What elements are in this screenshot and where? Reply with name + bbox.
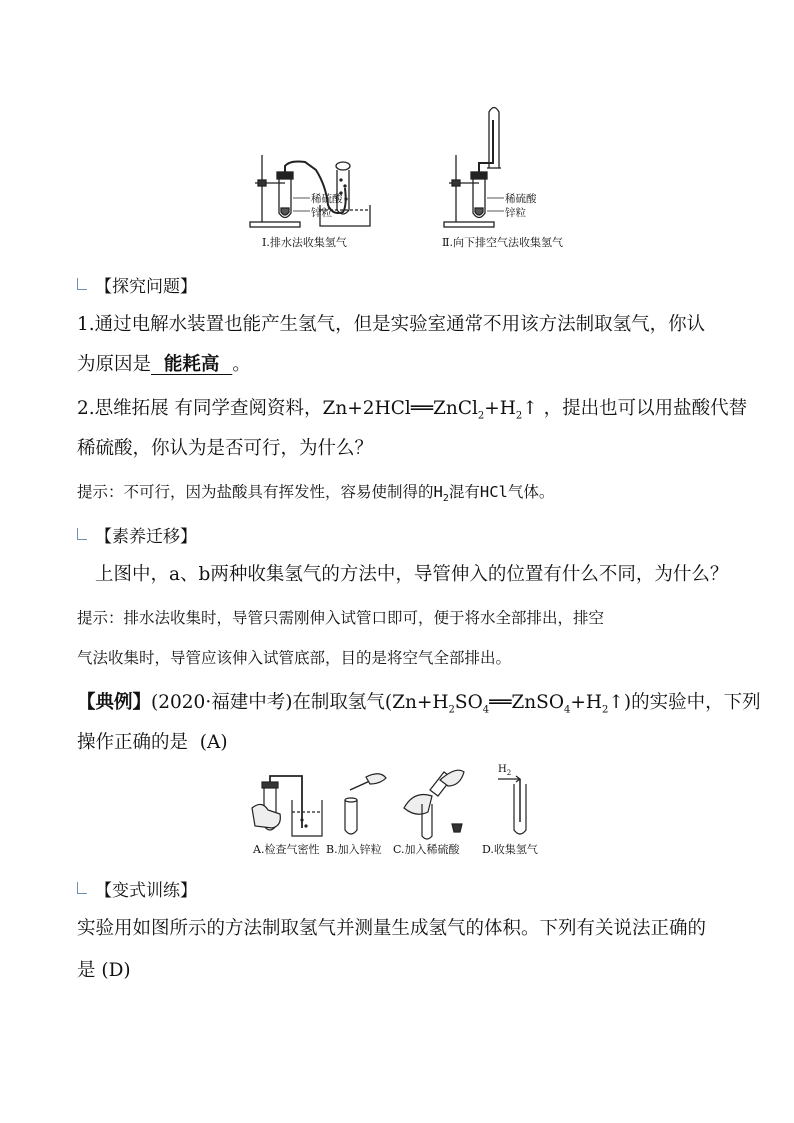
ex-text-e: ↑)的实验中，下列: [608, 692, 761, 713]
caption-option-c: C.加入稀硫酸: [393, 843, 460, 856]
q1-prefix: 为原因是: [77, 354, 152, 375]
transfer-hint-line-1: 提示：排水法收集时，导管只需刚伸入试管口即可，便于将水全部排出，排空: [77, 609, 605, 627]
transfer-hint-line-2: 气法收集时，导管应该伸入试管底部，目的是将空气全部排出。: [77, 649, 512, 667]
question-2-line-2: 稀硫酸，你认为是否可行，为什么？: [77, 438, 374, 459]
caption-drainage-method: Ⅰ.排水法收集氢气: [262, 236, 347, 249]
q1-suffix: 。: [232, 354, 251, 375]
q2-sub-a: 2: [477, 410, 485, 422]
section-title: 【素养迁移】: [95, 527, 197, 547]
caption-option-d: D.收集氢气: [482, 843, 538, 856]
example-line-2: 操作正确的是 (A): [77, 732, 228, 753]
ex-sub-3: 4: [564, 704, 571, 716]
q2-sub-b: 2: [515, 410, 523, 422]
ex-text-c: ══ZnSO: [489, 692, 565, 713]
hint-text-b: 混有HCl气体。: [448, 483, 555, 501]
label-zinc-left: 锌粒: [311, 207, 332, 219]
h2-text: H: [498, 764, 507, 775]
q2-text-c: ↑ ，提出也可以用盐酸代替: [522, 398, 748, 419]
hint-sub: 2: [442, 493, 449, 505]
ex-text-a: (2020·福建中考)在制取氢气(Zn+H: [151, 692, 449, 713]
caption-downward-air-method: Ⅱ.向下排空气法收集氢气: [442, 236, 563, 249]
section-heading-variant: [77, 876, 197, 901]
h2-label: [498, 764, 511, 777]
label-zinc-right: 锌粒: [505, 207, 526, 219]
ex-text-d: +H: [570, 692, 603, 713]
q1-answer: 能耗高: [151, 354, 233, 375]
transfer-question: 上图中，a、b两种收集氢气的方法中，导管伸入的位置有什么不同，为什么？: [95, 564, 729, 585]
ex-sub-2: 4: [482, 704, 490, 716]
example-tag: 【典例】: [77, 692, 152, 713]
variant-line-2: 是 (D): [77, 960, 131, 981]
section-title: 【探究问题】: [95, 277, 197, 297]
bookmark-icon: [77, 882, 87, 894]
q2-text-b: +H: [484, 398, 516, 419]
caption-option-b: B.加入锌粒: [326, 843, 382, 856]
label-dilute-sulfuric-acid-left: 稀硫酸: [311, 193, 343, 205]
variant-line-1: 实验用如图所示的方法制取氢气并测量生成氢气的体积。下列有关说法正确的: [77, 918, 707, 939]
section-title: 【变式训练】: [95, 881, 197, 901]
h2-sub: 2: [506, 769, 512, 777]
ex-text-b: SO: [454, 692, 483, 713]
caption-option-a: A.检查气密性: [253, 843, 320, 856]
hint-text-a: 提示：不可行，因为盐酸具有挥发性，容易使制得的H: [77, 483, 443, 501]
q2-text-a: 2.思维拓展 有同学查阅资料，Zn+2HCl══ZnCl: [77, 398, 478, 419]
ex-sub-1: 2: [448, 704, 455, 716]
ex-sub-4: 2: [602, 704, 609, 716]
question-1-line-1: 1.通过电解水装置也能产生氢气，但是实验室通常不用该方法制取氢气，你认: [77, 314, 706, 335]
label-dilute-sulfuric-acid-right: 稀硫酸: [505, 193, 537, 205]
